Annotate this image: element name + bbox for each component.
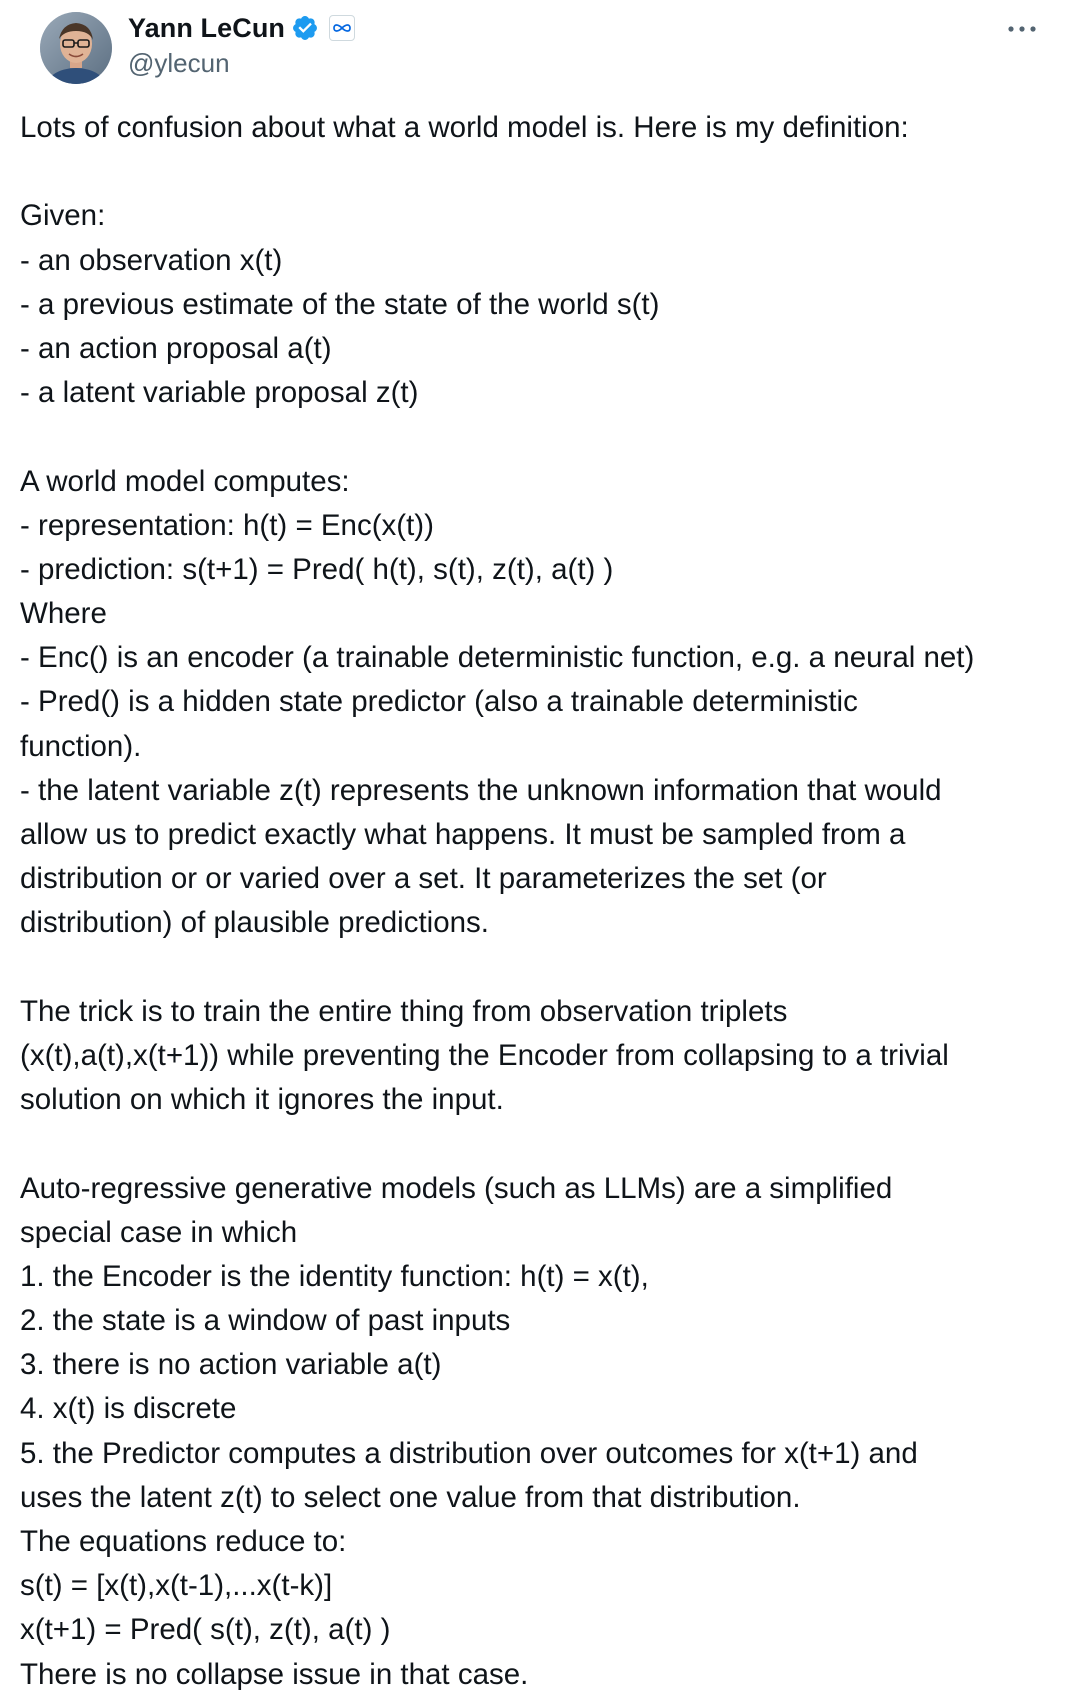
tweet-text-line: distribution or or varied over a set. It parameterizes the set (or	[20, 862, 827, 896]
tweet-text-line: 2. the state is a window of past inputs	[20, 1304, 511, 1338]
tweet-text-line: The trick is to train the entire thing from observation triplets	[20, 994, 788, 1028]
tweet-blank-line	[20, 946, 1070, 990]
author-display-name[interactable]: Yann LeCun	[128, 12, 286, 43]
tweet-text-line: solution on which it ignores the input.	[20, 1083, 504, 1117]
avatar-photo	[40, 12, 112, 84]
tweet-text-line: distribution) of plausible predictions.	[20, 906, 489, 940]
author-identity	[128, 12, 355, 79]
more-options-button[interactable]	[1002, 14, 1042, 44]
tweet-blank-line	[20, 415, 1070, 459]
more-horizontal-icon	[1007, 25, 1037, 33]
tweet-text-line: - an observation x(t)	[20, 243, 283, 277]
tweet-text-line: - a latent variable proposal z(t)	[20, 376, 419, 410]
tweet-text-line: - representation: h(t) = Enc(x(t))	[20, 508, 434, 542]
author-handle[interactable]: @ylecun	[128, 48, 230, 78]
tweet-text-line: - Pred() is a hidden state predictor (also a trainable deterministic	[20, 685, 858, 719]
tweet-text-line: function).	[20, 729, 142, 763]
author-name-row	[128, 12, 355, 44]
tweet-text-line: - an action proposal a(t)	[20, 331, 332, 365]
tweet-text-line: allow us to predict exactly what happens. It must be sampled from a	[20, 818, 906, 851]
meta-infinity-icon[interactable]	[329, 15, 355, 41]
tweet-text-line: A world model computes:	[20, 464, 350, 498]
tweet-text-line: Where	[20, 597, 107, 631]
tweet-text-line: uses the latent z(t) to select one value from that distribution.	[20, 1480, 801, 1514]
verified-badge-icon	[291, 14, 319, 42]
tweet-blank-line	[20, 1122, 1070, 1166]
tweet-text-line: (x(t),a(t),x(t+1)) while preventing the Encoder from collapsing to a trivial	[20, 1038, 949, 1072]
tweet-header	[20, 0, 1060, 100]
tweet-text-line: x(t+1) = Pred( s(t), z(t), a(t) )	[20, 1613, 391, 1647]
tweet-text-line: There is no collapse issue in that case.	[20, 1657, 529, 1691]
tweet-text-line: 5. the Predictor computes a distribution over outcomes for x(t+1) and	[20, 1436, 918, 1470]
tweet-text-line: 3. there is no action variable a(t)	[20, 1348, 442, 1382]
avatar[interactable]	[40, 12, 112, 84]
tweet-text-line: - prediction: s(t+1) = Pred( h(t), s(t), z(t), a(t) )	[20, 552, 614, 586]
tweet-text-line: The equations reduce to:	[20, 1525, 347, 1558]
tweet-text-line: - Enc() is an encoder (a trainable deterministic function, e.g. a neural net)	[20, 641, 975, 675]
tweet-text-line: 4. x(t) is discrete	[20, 1392, 237, 1426]
tweet-text-line: - a previous estimate of the state of the world s(t)	[20, 287, 660, 321]
tweet-text-line: - the latent variable z(t) represents the unknown information that would	[20, 773, 942, 807]
tweet-body	[20, 106, 1070, 1697]
tweet-blank-line	[20, 150, 1070, 194]
tweet-text-line: 1. the Encoder is the identity function: h(t) = x(t),	[20, 1259, 649, 1293]
tweet-text-line: Lots of confusion about what a world model is. Here is my definition:	[20, 111, 909, 144]
tweet-text-line: Given:	[20, 199, 106, 233]
tweet-text-line: s(t) = [x(t),x(t-1),...x(t-k)]	[20, 1569, 333, 1603]
tweet-text-line: Auto-regressive generative models (such as LLMs) are a simplified	[20, 1171, 893, 1205]
tweet-text-line: special case in which	[20, 1215, 298, 1249]
